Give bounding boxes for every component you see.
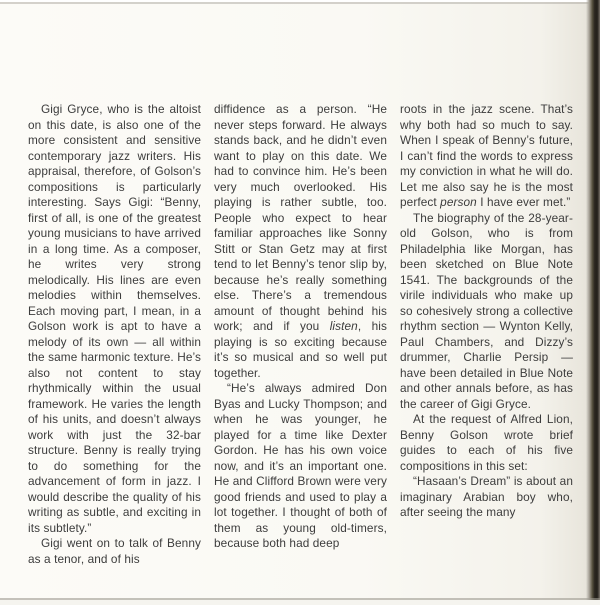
text-segment: roots in the jazz scene. That’s why both had so much to say. When I speak of Benny’s future, I can’t find the words to express my conviction in what he will do. Let me also say he is the most perfect bbox=[400, 102, 573, 209]
paragraph bbox=[400, 211, 573, 413]
text-segment: I have ever met.” bbox=[476, 195, 571, 209]
article-text-block bbox=[28, 102, 573, 567]
text-segment: , his playing is so exciting because it’s so musical and so well put together. bbox=[214, 319, 387, 380]
text-segment: “Hasaan’s Dream” is about an imaginary Arabian boy who, after seeing the many bbox=[400, 474, 573, 519]
paragraph bbox=[28, 102, 201, 536]
text-column-3 bbox=[400, 102, 573, 567]
italic-text-segment: person bbox=[440, 195, 477, 209]
paragraph bbox=[400, 474, 573, 521]
text-column-1 bbox=[28, 102, 201, 567]
scan-gutter-right-edge bbox=[586, 0, 600, 605]
italic-text-segment: listen bbox=[329, 319, 358, 333]
text-column-2 bbox=[214, 102, 387, 567]
paragraph bbox=[214, 102, 387, 381]
text-segment: At the request of Alfred Lion, Benny Golson wrote brief guides to each of his five compositions in this set: bbox=[400, 412, 573, 473]
paragraph bbox=[400, 102, 573, 211]
text-segment: Gigi Gryce, who is the altoist on this date, is also one of the more consistent and sensitive contemporary jazz writers. His appraisal, therefore, of Golson’s compositions is particularly interesting. Says Gigi: “Benny, first of all, is one of the greatest young musicians to have arrived in a long time. As a composer, he writes very strong melodically. His lines are even melodies within themselves. Each moving part, I mean, in a Golson work is apt to have a melody of its own — all within the same harmonic texture. He’s also not content to stay rhythmically within the usual framework. He varies the length of his units, and doesn’t always work with just the 32-bar structure. Benny is really trying to do something for the advancement of form in jazz. I would describe the quality of his writing as subtle, and exciting in its subtlety.” bbox=[28, 102, 201, 535]
text-segment: diffidence as a person. “He never steps forward. He always stands back, and he didn’t even want to play on this date. We had to convince him. He’s been very much overlooked. His playing is rather subtle, too. People who expect to hear familiar approaches like Sonny Stitt or Stan Getz may at first tend to let Benny’s tenor slip by, because he’s really something else. There’s a tremendous amount of thought behind his work; and if you bbox=[214, 102, 387, 333]
text-segment: The biography of the 28-year-old Golson, who is from Philadelphia like Morgan, has been sketched on Blue Note 1541. The backgrounds of the virile individuals who make up so cohesively strong a collective rhythm section — Wynton Kelly, Paul Chambers, and Dizzy’s drummer, Charlie Persip — have been detailed in Blue Note and other annals before, as has the career of Gigi Gryce. bbox=[400, 210, 573, 411]
paragraph bbox=[214, 381, 387, 552]
paragraph bbox=[28, 536, 201, 567]
text-segment: “He’s always admired Don Byas and Lucky Thompson; and when he was younger, he played for a time like Dexter Gordon. He has his own voice now, and it’s an important one. He and Clifford Brown were very good friends and used to play a lot together. I thought of both of them as young old-timers, because both had deep bbox=[214, 381, 387, 550]
text-segment: Gigi went on to talk of Benny as a tenor, and of his bbox=[28, 536, 201, 566]
paragraph bbox=[400, 412, 573, 474]
scan-edge-top-line bbox=[0, 2, 600, 4]
scan-edge-bottom-strip bbox=[0, 600, 600, 605]
